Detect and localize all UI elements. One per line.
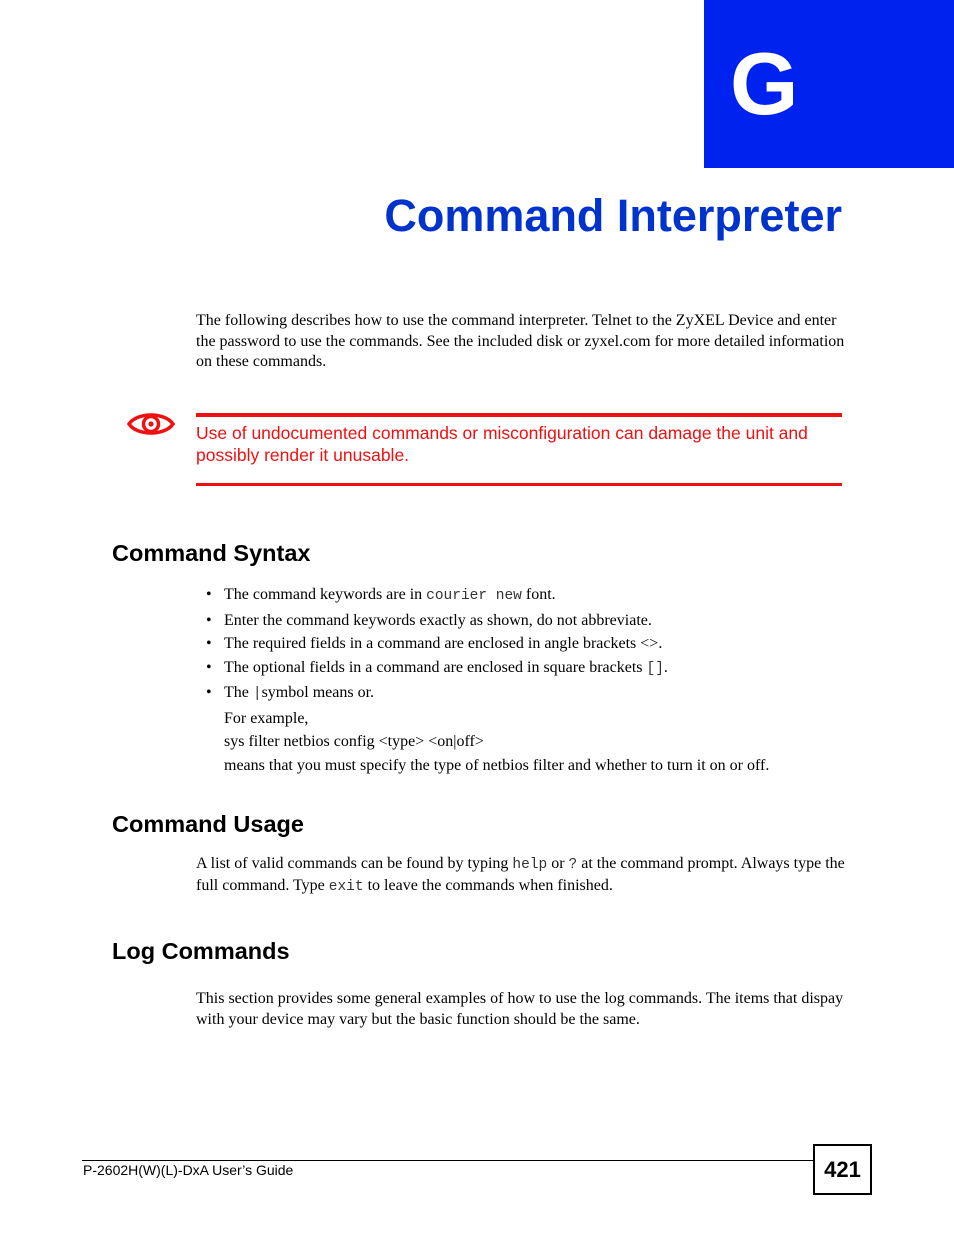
text: or <box>547 855 569 872</box>
intro-paragraph: The following describes how to use the command interpreter. Telnet to the ZyXEL Device and enter the password to use the commands. See the included disk or zyxel.com for more detailed information on these commands. <box>196 312 845 370</box>
footer-guide-title: P-2602H(W)(L)-DxA User’s Guide <box>83 1162 294 1178</box>
chapter-tab <box>704 0 954 168</box>
text: to leave the commands when finished. <box>363 876 613 894</box>
text: symbol means or. <box>261 684 375 701</box>
text: The command keywords are in <box>224 586 427 603</box>
text: The optional fields in a command are enclosed in square brackets <box>224 658 647 676</box>
section-heading-log-commands: Log Commands <box>112 938 290 964</box>
page-number: 421 <box>813 1144 872 1195</box>
section-heading-command-syntax: Command Syntax <box>112 540 311 566</box>
list-item <box>196 609 846 633</box>
chapter-title: Command Interpreter <box>384 190 842 241</box>
code-text: courier new <box>426 588 522 604</box>
code-text: exit <box>328 878 364 895</box>
code-text: help <box>512 857 548 873</box>
text: The required fields in a command are enclosed in angle brackets <>. <box>224 635 663 652</box>
code-text: | <box>252 686 262 702</box>
warning-text: Use of undocumented commands or misconfiguration can damage the unit and possibly render it unusable. <box>196 423 808 465</box>
example-label: For example, <box>224 709 309 727</box>
text: A list of valid commands can be found by typing <box>196 855 513 872</box>
code-text: [] <box>646 660 664 677</box>
syntax-list <box>196 583 846 777</box>
text: font. <box>521 586 556 603</box>
list-item <box>196 681 846 777</box>
text: . <box>663 658 668 676</box>
usage-paragraph <box>196 854 846 897</box>
text: at the command prompt. Always type the full command. Type <box>196 855 845 894</box>
chapter-letter: G <box>730 34 799 133</box>
list-item <box>196 583 846 609</box>
footer-divider <box>82 1160 814 1161</box>
list-item <box>196 632 846 656</box>
eye-warning-icon <box>127 409 175 439</box>
code-text: ? <box>568 857 578 873</box>
section-heading-command-usage: Command Usage <box>112 811 304 837</box>
log-paragraph: This section provides some general examples of how to use the log commands. The items that dispay with your device may vary but the basic function should be the same. <box>196 990 844 1028</box>
text: Enter the command keywords exactly as shown, do not abbreviate. <box>224 611 652 629</box>
text: The <box>224 684 253 701</box>
example-explanation: means that you must specify the type of netbios filter and whether to turn it on or off. <box>224 756 770 774</box>
example-command: sys filter netbios config <type> <on|off> <box>224 733 484 750</box>
list-item <box>196 656 846 682</box>
